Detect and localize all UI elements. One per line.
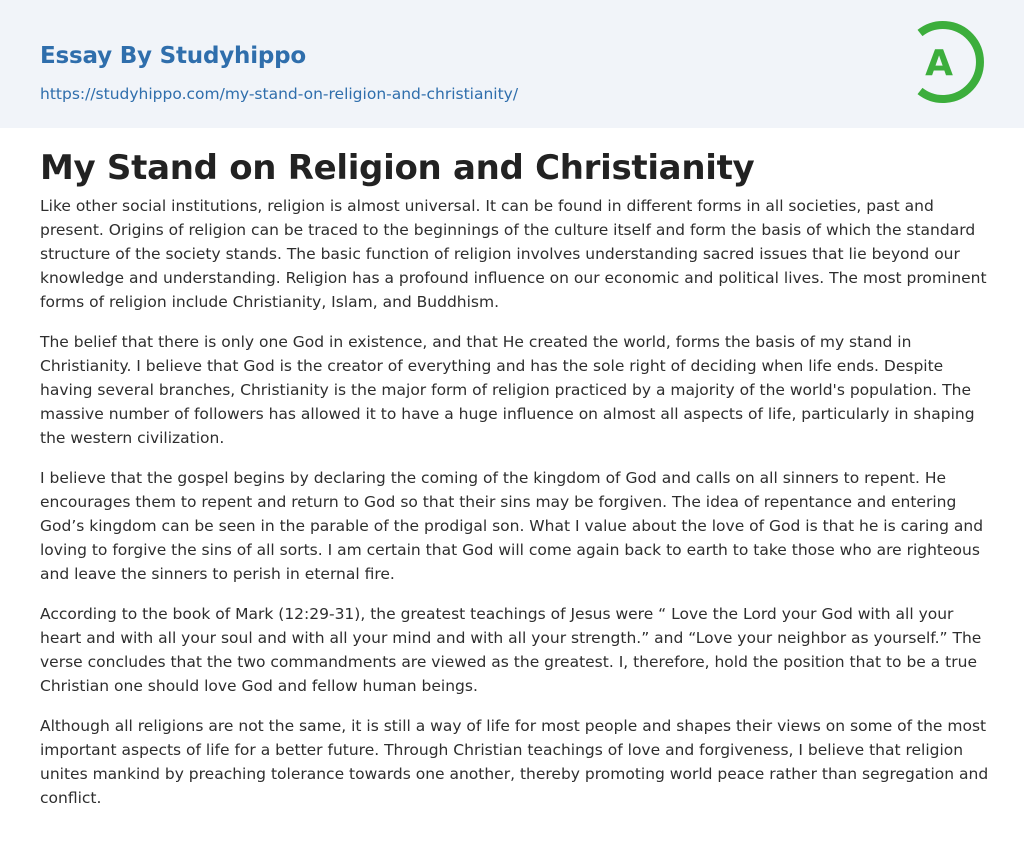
essay-paragraph: According to the book of Mark (12:29-31), the greatest teachings of Jesus were “ Love the Lord your God with all your heart and with all your soul and with all your mind and with all your strength.” and “Love your neighbor as yourself.” The verse concludes that the two commandments are viewed as the greatest. I, therefore, hold the position that to be a true Christian one should love God and fellow human beings. [40,605,982,695]
essay-body [40,194,990,826]
essay-title: My Stand on Religion and Christianity [40,148,755,188]
site-brand: Essay By Studyhippo [40,43,307,69]
essay-paragraph: Like other social institutions, religion is almost universal. It can be found in different forms in all societies, past and present. Origins of religion can be traced to the beginnings of the culture itself and form the basis of which the standard structure of the society stands. The basic function of religion involves understanding sacred issues that lie beyond our knowledge and understanding. Religion has a profound influence on our economic and political lives. The most prominent forms of religion include Christianity, Islam, and Buddhism. [40,197,987,311]
essay-paragraph: I believe that the gospel begins by declaring the coming of the kingdom of God and calls on all sinners to repent. He encourages them to repent and return to God so that their sins may be forgiven. The idea of repentance and entering God’s kingdom can be seen in the parable of the prodigal son. What I value about the love of God is that he is caring and loving to forgive the sins of all sorts. I am certain that God will come again back to earth to take those who are righteous and leave the sinners to perish in eternal fire. [40,469,984,583]
essay-paragraph: The belief that there is only one God in existence, and that He created the world, forms the basis of my stand in Christianity. I believe that God is the creator of everything and has the sole right of deciding when life ends. Despite having several branches, Christianity is the major form of religion practiced by a majority of the world's population. The massive number of followers has allowed it to have a huge influence on almost all aspects of life, particularly in shaping the western civilization. [40,333,975,447]
page-header [0,0,1024,128]
logo-letter: A [925,43,953,84]
essay-url-link[interactable]: https://studyhippo.com/my-stand-on-religion-and-christianity/ [40,85,519,103]
studyhippo-logo-icon[interactable] [912,19,986,105]
essay-paragraph: Although all religions are not the same, it is still a way of life for most people and shapes their views on some of the most important aspects of life for a better future. Through Christian teachings of love and forgiveness, I believe that religion unites mankind by preaching tolerance towards one another, thereby promoting world peace rather than segregation and conflict. [40,717,989,807]
